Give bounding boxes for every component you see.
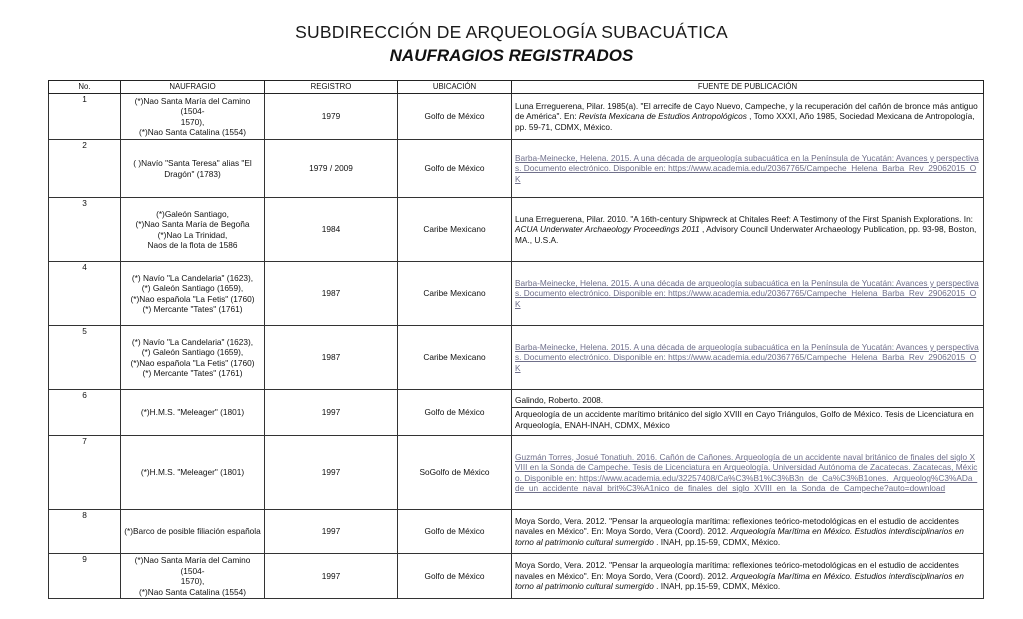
shipwreck-name-line: (*) Galeón Santiago (1659), (141, 283, 244, 293)
source-text: , Tomo XXXI, Año 1985, Sociedad Mexicana de Antropología, pp. 59-71, CDMX, México. (515, 111, 975, 132)
publication-source (512, 262, 984, 326)
source-text: Luna Erreguerena, Pilar. 2010. "A 16th-century Shipwreck at Chitales Reef: A Testimony of the First Spanish Explorations. In: (515, 213, 973, 224)
table-header-row (49, 81, 984, 94)
shipwreck-name (121, 94, 265, 140)
row-number: 5 (49, 326, 121, 390)
shipwreck-name-line: Dragón" (1783) (164, 168, 221, 179)
row-number: 6 (49, 390, 121, 436)
shipwreck-name-line: (*) Mercante "Tates" (1761) (142, 304, 243, 314)
source-text: . INAH, pp.15-59, CDMX, México. (653, 536, 781, 547)
row-number: 2 (49, 140, 121, 198)
source-text: Luna Erreguerena, Pilar. 1985(a). "El arrecife de Cayo Nuevo, Campeche, y la recuperación del cañón de bronce más antiguo de América". En: (515, 100, 978, 122)
shipwreck-name-line: (*)Barco de posible filiación española (124, 526, 261, 537)
shipwreck-name-line: 1570), (180, 576, 205, 586)
shipwreck-name (121, 262, 265, 326)
shipwreck-name-line: (*)Nao Santa María de Begoña (135, 219, 250, 229)
shipwreck-name-line: ( )Navío "Santa Teresa" alias "El (133, 158, 252, 168)
row-number: 1 (49, 94, 121, 140)
registration-year: 1984 (265, 198, 398, 262)
publication-source (512, 436, 984, 510)
source-link[interactable]: Barba-Meinecke, Helena. 2015. A una década de arqueología subacuática en la Península de Yucatán: Avances y perspectivas. Documento electrónico. Disponible en: https://www.academia.edu/20367765/Campeche_Helena_Barba_Rev_29062015_OK (515, 277, 979, 309)
shipwreck-name-line: (*)H.M.S. "Meleager" (1801) (140, 407, 245, 418)
shipwreck-name-line: (*)Nao La Trinidad, (157, 229, 228, 240)
location: Caribe Mexicano (398, 262, 512, 326)
shipwreck-name-line: (*) Mercante "Tates" (1761) (142, 368, 243, 378)
registration-year: 1987 (265, 326, 398, 390)
publication-source (512, 554, 984, 599)
shipwreck-name-line: Naos de la flota de 1586 (147, 240, 238, 250)
location: SoGolfo de México (398, 436, 512, 510)
publication-source (512, 198, 984, 262)
row-number: 7 (49, 436, 121, 510)
column-header-fuente: FUENTE DE PUBLICACIÓN (512, 81, 984, 94)
table-row (49, 262, 984, 326)
column-header-no: No. (49, 81, 121, 94)
table-row (49, 510, 984, 554)
shipwreck-name-line: (*)Nao Santa María del Camino (1504- (134, 95, 251, 116)
shipwreck-name (121, 436, 265, 510)
source-text: Galindo, Roberto. 2008. (515, 394, 604, 405)
shipwreck-name-line: (*) Galeón Santiago (1659), (141, 347, 244, 357)
registration-year: 1997 (265, 510, 398, 554)
source-link[interactable]: Guzmán Torres, Josué Tonatiuh. 2016. Cañón de Cañones. Arqueología de un accidente naval británico de finales del siglo XVIII en la Sonda de Campeche. Tesis de Licenciatura en Arqueología. Universidad Autónoma de Zacatecas. Zacatecas, México. Disponible en: https://www.academia.edu/32257408/Ca%C3%B1%C3%B3n_de_Ca%C3%B1ones._Arqueolog%C3%ADa_de_un_accidente_naval_brit%C3%A1nico_de_finales_del_siglo_XVIII_en_la_Sonda_de_Campeche?auto=download (515, 451, 978, 493)
source-journal: Arqueología Marítima en México. Estudios interdisciplinarios en torno al patrimonio cultural sumergido (515, 570, 964, 592)
row-number: 9 (49, 554, 121, 599)
registration-year: 1997 (265, 554, 398, 599)
shipwreck-name-line: (*) Navío "La Candelaria" (1623), (131, 272, 254, 283)
page-subtitle: NAUFRAGIOS REGISTRADOS (389, 46, 634, 65)
shipwreck-name-line: (*)Nao española "La Fetis" (1760) (130, 357, 255, 368)
registration-year: 1979 (265, 94, 398, 140)
registration-year: 1997 (265, 390, 398, 436)
publication-source (512, 326, 984, 390)
source-journal: ACUA Underwater Archaeology Proceedings 2011 (515, 224, 700, 235)
row-number: 3 (49, 198, 121, 262)
shipwreck-name-line: (*)Nao Santa María del Camino (1504- (134, 555, 251, 576)
location: Golfo de México (398, 390, 512, 436)
source-journal: Arqueología Marítima en México. Estudios interdisciplinarios en torno al patrimonio cultural sumergido (515, 526, 964, 547)
table-row (49, 198, 984, 262)
source-text: . INAH, pp.15-59, CDMX, México. (653, 581, 781, 592)
source-text: Arqueología de un accidente marítimo británico del siglo XVIII en Cayo Triángulos, Golfo de México. Tesis de Licenciatura en Arqueología, ENAH-INAH, CDMX, México (512, 407, 983, 430)
row-number: 4 (49, 262, 121, 326)
shipwreck-name-line: (*)H.M.S. "Meleager" (1801) (140, 467, 245, 478)
registration-year: 1997 (265, 436, 398, 510)
publication-source (512, 390, 984, 436)
source-journal: Revista Mexicana de Estudios Antropológicos (578, 111, 747, 122)
source-link[interactable]: Barba-Meinecke, Helena. 2015. A una década de arqueología subacuática en la Península de Yucatán: Avances y perspectivas. Documento electrónico. Disponible en: https://www.academia.edu/20367765/Campeche_Helena_Barba_Rev_29062015_OK (515, 341, 979, 373)
table-row (49, 554, 984, 599)
column-header-ubicacion: UBICACIÓN (398, 81, 512, 94)
page-title: SUBDIRECCIÓN DE ARQUEOLOGÍA SUBACUÁTICA (295, 22, 728, 42)
location: Caribe Mexicano (398, 198, 512, 262)
shipwreck-name-line: (*) Navío "La Candelaria" (1623), (131, 336, 254, 347)
row-number: 8 (49, 510, 121, 554)
shipwreck-name (121, 140, 265, 198)
location: Golfo de México (398, 510, 512, 554)
shipwreck-name-line: 1570), (180, 116, 205, 127)
shipwreck-name-line: (*)Nao Santa Catalina (1554) (139, 127, 246, 137)
location: Golfo de México (398, 140, 512, 198)
publication-source (512, 94, 984, 140)
table-row (49, 140, 984, 198)
location: Caribe Mexicano (398, 326, 512, 390)
source-text: , Advisory Council Underwater Archaeology Publication, pp. 93-98, Boston, MA., U.S.A. (515, 224, 977, 245)
location: Golfo de México (398, 94, 512, 140)
table-row (49, 390, 984, 436)
shipwreck-name (121, 390, 265, 436)
registration-year: 1987 (265, 262, 398, 326)
location: Golfo de México (398, 554, 512, 599)
shipwreck-name-line: (*)Nao Santa Catalina (1554) (139, 586, 246, 597)
source-link[interactable]: Barba-Meinecke, Helena. 2015. A una década de arqueología subacuática en la Península de Yucatán: Avances y perspectivas. Documento electrónico. Disponible en: https://www.academia.edu/20367765/Campeche_Helena_Barba_Rev_29062015_OK (515, 152, 979, 184)
column-header-registro: REGISTRO (265, 81, 398, 94)
column-header-naufragio: NAUFRAGIO (121, 81, 265, 94)
source-text: Moya Sordo, Vera. 2012. "Pensar la arqueología marítima: reflexiones teórico-metodológicas en el estudio de accidentes navales en México". En: Moya Sordo, Vera (Coord). 2012. (515, 560, 959, 581)
publication-source (512, 140, 984, 198)
table-row (49, 94, 984, 140)
shipwreck-name (121, 198, 265, 262)
shipwreck-name-line: (*)Galeón Santiago, (156, 208, 229, 219)
table-row (49, 326, 984, 390)
source-text: Moya Sordo, Vera. 2012. "Pensar la arqueología marítima: reflexiones teórico-metodológicas en el estudio de accidentes navales en México". En: Moya Sordo, Vera (Coord). 2012. (515, 515, 959, 537)
shipwreck-name-line: (*)Nao española "La Fetis" (1760) (130, 293, 255, 304)
table-row (49, 436, 984, 510)
registration-year: 1979 / 2009 (265, 140, 398, 198)
publication-source (512, 510, 984, 554)
shipwreck-name (121, 326, 265, 390)
shipwreck-name (121, 554, 265, 599)
shipwreck-name (121, 510, 265, 554)
shipwreck-table (48, 80, 984, 599)
